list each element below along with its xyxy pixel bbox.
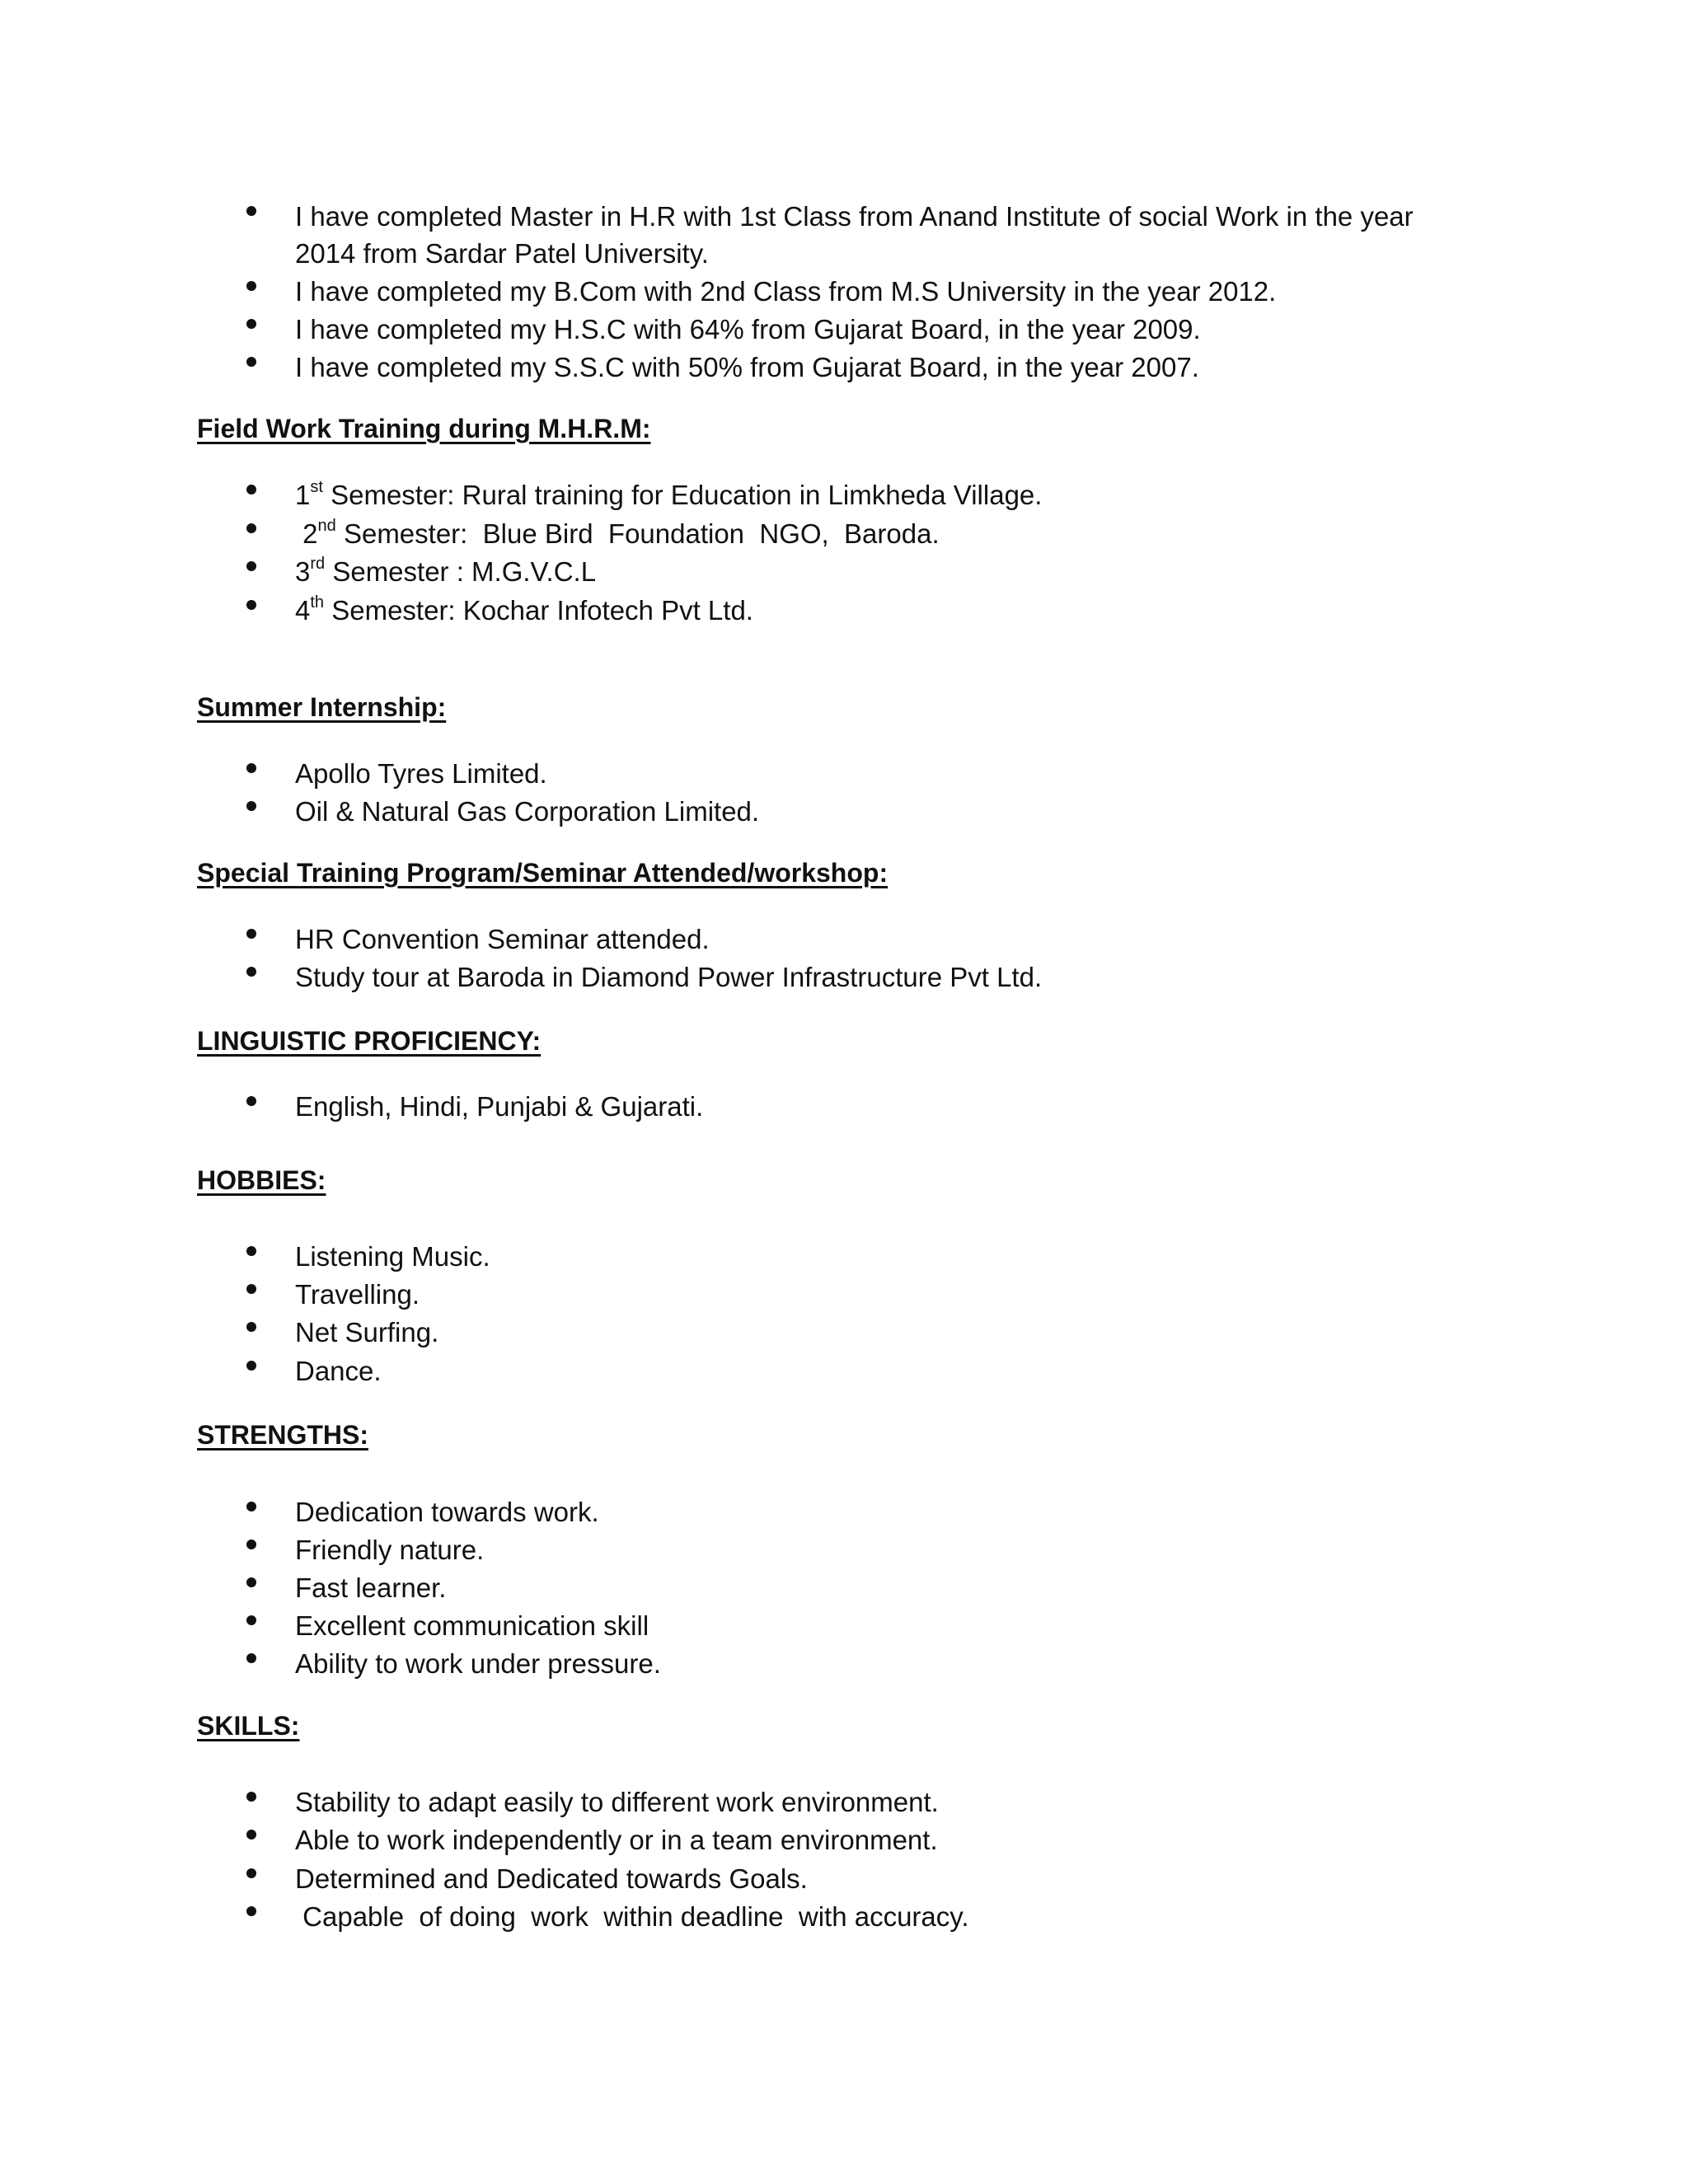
bullet-icon (246, 1577, 256, 1587)
bullet-icon (246, 1361, 256, 1371)
bullet-icon (246, 1322, 256, 1332)
bullet-icon (246, 1502, 256, 1511)
bullet-icon (246, 561, 256, 571)
bullet-icon (246, 319, 256, 329)
section-heading-field-work: Field Work Training during M.H.R.M: (197, 414, 651, 443)
strength-text: Dedication towards work. (295, 1497, 599, 1527)
strength-text: Friendly nature. (295, 1535, 485, 1565)
bullet-icon (246, 801, 256, 811)
field-work-text: Semester : M.G.V.C.L (325, 556, 597, 587)
bullet-icon (246, 1653, 256, 1663)
bullet-icon (246, 763, 256, 773)
hobby-text: Net Surfing. (295, 1317, 439, 1347)
bullet-icon (246, 1868, 256, 1878)
bullet-icon (246, 1096, 256, 1106)
section-heading-strengths: STRENGTHS: (197, 1420, 368, 1450)
ordinal-suffix: th (310, 593, 325, 612)
strength-text: Fast learner. (295, 1572, 447, 1603)
skill-text: Able to work independently or in a team environment. (295, 1825, 938, 1855)
section-heading-special-training: Special Training Program/Seminar Attended/workshop: (197, 858, 889, 888)
bullet-icon (246, 206, 256, 216)
ordinal-suffix: rd (310, 555, 326, 573)
bullet-icon (246, 523, 256, 533)
section-heading-summer-internship: Summer Internship: (197, 692, 447, 722)
bullet-icon (246, 281, 256, 291)
bullet-icon (246, 485, 256, 494)
bullet-icon (246, 967, 256, 977)
semester-number: 4 (295, 595, 311, 626)
bullet-icon (246, 1246, 256, 1256)
strength-text: Excellent communication skill (295, 1610, 649, 1641)
semester-number: 2 (295, 518, 318, 549)
bullet-icon (246, 1906, 256, 1916)
training-text: HR Convention Seminar attended. (295, 924, 710, 954)
internship-text: Apollo Tyres Limited. (295, 758, 547, 789)
bullet-icon (246, 357, 256, 367)
training-text: Study tour at Baroda in Diamond Power Infrastructure Pvt Ltd. (295, 962, 1043, 992)
field-work-text: Semester: Kochar Infotech Pvt Ltd. (324, 595, 753, 626)
bullet-icon (246, 1830, 256, 1840)
section-heading-skills: SKILLS: (197, 1711, 300, 1741)
bullet-icon (246, 600, 256, 610)
ordinal-suffix: nd (317, 517, 336, 535)
strength-text: Ability to work under pressure. (295, 1648, 661, 1679)
field-work-text: Semester: Blue Bird Foundation NGO, Baroda. (335, 518, 940, 549)
hobby-text: Dance. (295, 1356, 382, 1386)
education-text-continued: 2014 from Sardar Patel University. (295, 238, 709, 269)
education-text: I have completed Master in H.R with 1st Class from Anand Institute of social Work in the year (295, 201, 1414, 232)
bullet-icon (246, 1792, 256, 1802)
bullet-icon (246, 929, 256, 939)
education-text: I have completed my S.S.C with 50% from Gujarat Board, in the year 2007. (295, 352, 1199, 382)
hobby-text: Listening Music. (295, 1241, 490, 1272)
semester-number: 3 (295, 556, 311, 587)
internship-text: Oil & Natural Gas Corporation Limited. (295, 796, 760, 827)
skill-text: Stability to adapt easily to different work environment. (295, 1787, 939, 1817)
section-heading-linguistic: LINGUISTIC PROFICIENCY: (197, 1026, 542, 1056)
language-text: English, Hindi, Punjabi & Gujarati. (295, 1091, 704, 1122)
education-text: I have completed my B.Com with 2nd Class from M.S University in the year 2012. (295, 276, 1277, 307)
bullet-icon (246, 1284, 256, 1294)
education-text: I have completed my H.S.C with 64% from Gujarat Board, in the year 2009. (295, 314, 1201, 344)
ordinal-suffix: st (310, 478, 323, 496)
bullet-icon (246, 1540, 256, 1549)
section-heading-hobbies: HOBBIES: (197, 1165, 326, 1195)
skill-text: Determined and Dedicated towards Goals. (295, 1863, 808, 1894)
hobby-text: Travelling. (295, 1279, 420, 1310)
skill-text: Capable of doing work within deadline with accuracy. (295, 1901, 969, 1932)
semester-number: 1 (295, 480, 311, 510)
bullet-icon (246, 1615, 256, 1625)
field-work-text: Semester: Rural training for Education in Limkheda Village. (322, 480, 1043, 510)
